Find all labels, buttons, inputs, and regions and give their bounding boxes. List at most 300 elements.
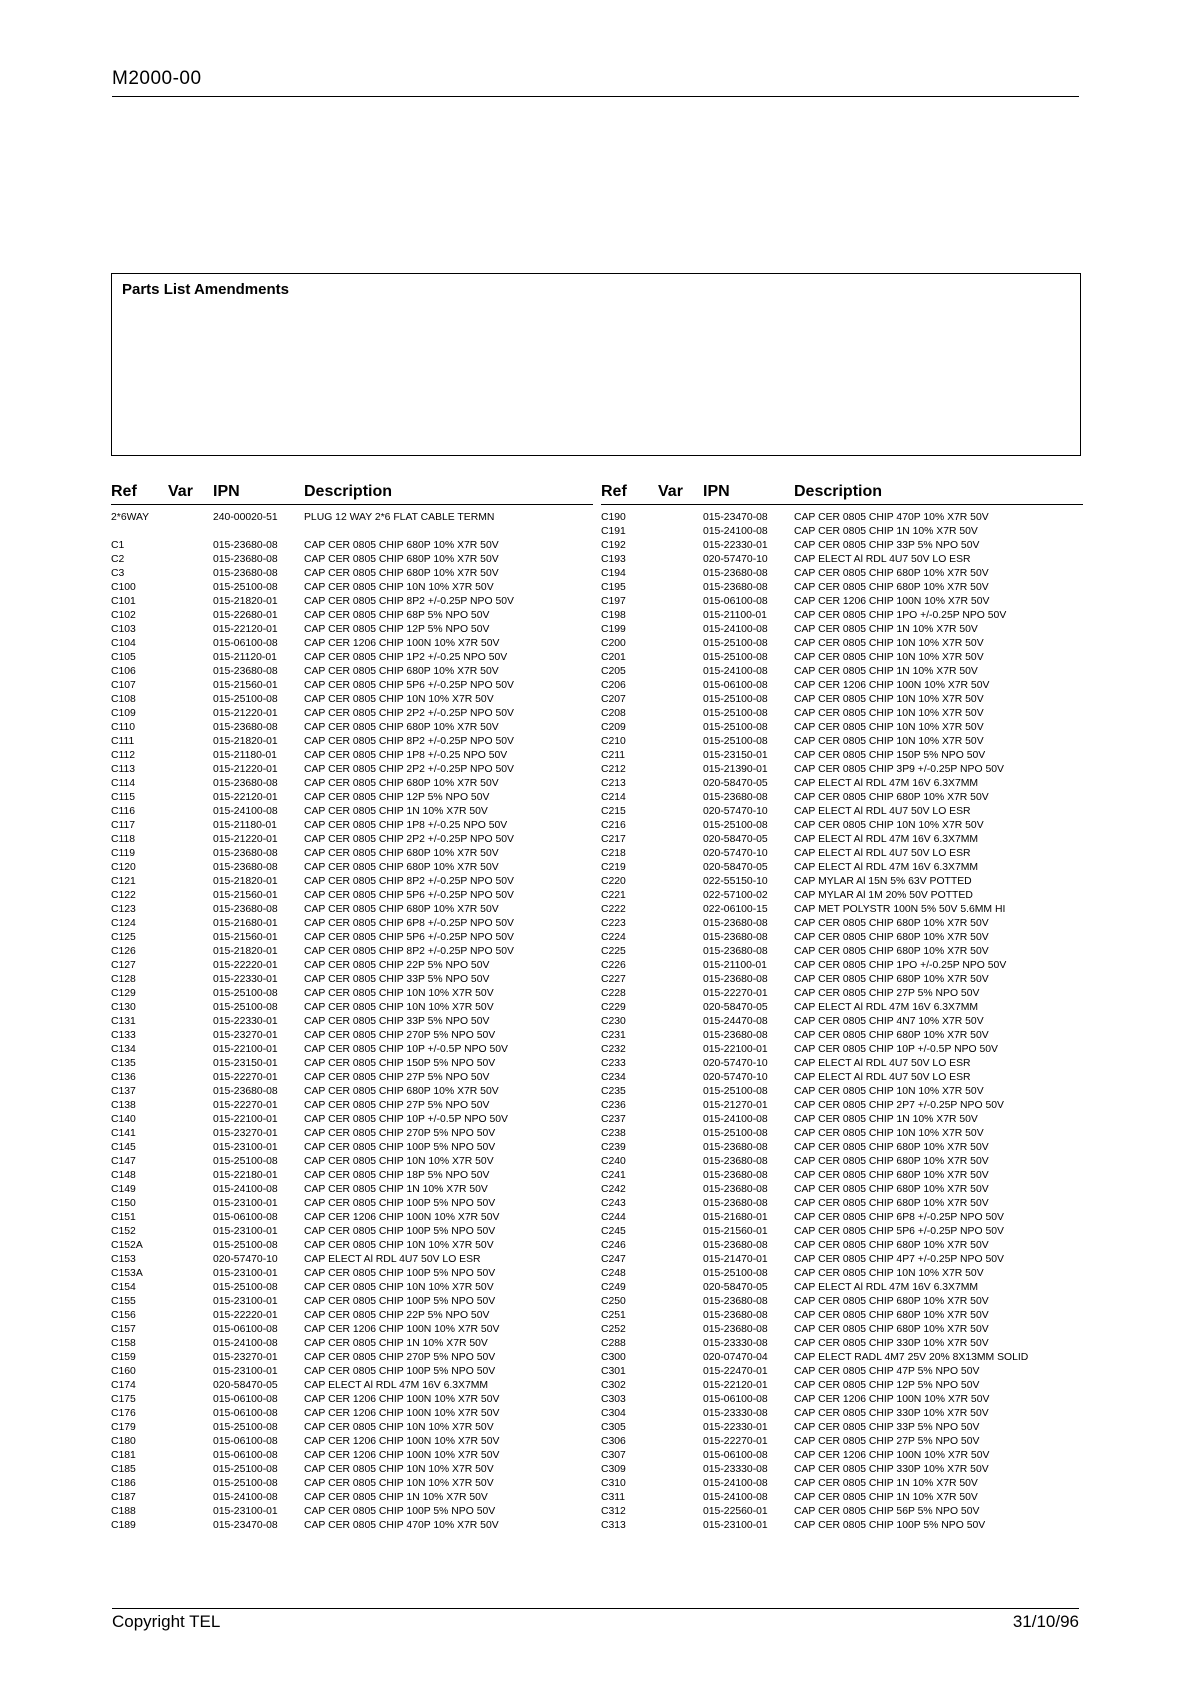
table-row [111, 511, 593, 525]
row-ipn: 020-58470-05 [213, 1380, 278, 1391]
row-ipn: 020-57470-10 [703, 1072, 768, 1083]
table-row [601, 1421, 1083, 1435]
row-ref: C121 [111, 876, 136, 887]
table-header [111, 480, 593, 505]
table-row [601, 1113, 1083, 1127]
table-row [601, 749, 1083, 763]
row-description: CAP CER 0805 CHIP 8P2 +/-0.25P NPO 50V [304, 736, 514, 747]
row-description: CAP CER 0805 CHIP 10N 10% X7R 50V [794, 1268, 984, 1279]
table-row [111, 623, 593, 637]
row-ipn: 015-25100-08 [213, 1422, 278, 1433]
row-description: CAP CER 0805 CHIP 100P 5% NPO 50V [304, 1366, 496, 1377]
row-ipn: 020-57470-10 [703, 806, 768, 817]
row-ipn: 015-23470-08 [703, 512, 768, 523]
row-ipn: 015-21120-01 [213, 652, 277, 663]
table-row [111, 539, 593, 553]
row-ref: C288 [601, 1338, 626, 1349]
row-description: CAP CER 0805 CHIP 1PO +/-0.25P NPO 50V [794, 960, 1007, 971]
row-description: CAP CER 1206 CHIP 100N 10% X7R 50V [304, 638, 500, 649]
row-ipn: 015-22100-01 [213, 1114, 278, 1125]
row-description: PLUG 12 WAY 2*6 FLAT CABLE TERMN [304, 512, 495, 523]
parts-table-left [111, 480, 593, 1533]
row-ref: C245 [601, 1226, 626, 1237]
row-description: CAP CER 0805 CHIP 10N 10% X7R 50V [794, 722, 984, 733]
table-row [601, 1337, 1083, 1351]
row-ref: C174 [111, 1380, 136, 1391]
row-ref: C232 [601, 1044, 626, 1055]
table-row [601, 875, 1083, 889]
row-ref: C107 [111, 680, 136, 691]
table-row [111, 945, 593, 959]
row-ref: C153A [111, 1268, 143, 1279]
table-row [111, 889, 593, 903]
row-description: CAP CER 0805 CHIP 680P 10% X7R 50V [794, 582, 989, 593]
table-row [111, 1043, 593, 1057]
row-description: CAP ELECT Al RDL 4U7 50V LO ESR [794, 806, 971, 817]
row-ipn: 015-21680-01 [703, 1212, 768, 1223]
table-row [601, 1407, 1083, 1421]
row-description: CAP CER 0805 CHIP 680P 10% X7R 50V [304, 666, 499, 677]
row-ref: C130 [111, 1002, 136, 1013]
table-row [601, 595, 1083, 609]
row-ref: C234 [601, 1072, 626, 1083]
row-ipn: 020-58470-05 [703, 778, 768, 789]
row-description: CAP CER 0805 CHIP 680P 10% X7R 50V [304, 568, 499, 579]
table-row [601, 1099, 1083, 1113]
row-ipn: 015-23330-08 [703, 1338, 768, 1349]
row-ref: C104 [111, 638, 136, 649]
row-description: CAP CER 0805 CHIP 330P 10% X7R 50V [794, 1338, 989, 1349]
row-ref: C127 [111, 960, 136, 971]
row-ipn: 015-23330-08 [703, 1408, 768, 1419]
table-row [111, 1309, 593, 1323]
row-ref: C243 [601, 1198, 626, 1209]
row-description: CAP CER 0805 CHIP 680P 10% X7R 50V [304, 848, 499, 859]
table-row [601, 637, 1083, 651]
table-row [111, 665, 593, 679]
row-description: CAP CER 1206 CHIP 100N 10% X7R 50V [794, 680, 990, 691]
parts-table-right [601, 480, 1083, 1533]
row-ipn: 015-24100-08 [703, 1478, 768, 1489]
row-ref: C126 [111, 946, 136, 957]
row-ipn: 015-23100-01 [213, 1296, 278, 1307]
row-ipn: 015-22270-01 [703, 1436, 768, 1447]
row-ipn: 015-21560-01 [213, 680, 278, 691]
row-ref: C309 [601, 1464, 626, 1475]
table-row [111, 1225, 593, 1239]
table-row [601, 1295, 1083, 1309]
row-description: CAP CER 0805 CHIP 5P6 +/-0.25P NPO 50V [304, 932, 514, 943]
table-row [111, 553, 593, 567]
table-row [601, 1001, 1083, 1015]
row-ref: C237 [601, 1114, 626, 1125]
row-ipn: 015-22330-01 [213, 974, 278, 985]
row-description: CAP CER 0805 CHIP 680P 10% X7R 50V [794, 1310, 989, 1321]
row-ipn: 015-22330-01 [703, 540, 768, 551]
table-row [601, 945, 1083, 959]
table-row [601, 791, 1083, 805]
row-ipn: 015-23100-01 [703, 1520, 768, 1531]
row-description: CAP CER 0805 CHIP 100P 5% NPO 50V [794, 1520, 986, 1531]
row-ref: C251 [601, 1310, 626, 1321]
row-ref: C231 [601, 1030, 626, 1041]
row-ref: C188 [111, 1506, 136, 1517]
row-ref: C226 [601, 960, 626, 971]
row-ref: C186 [111, 1478, 136, 1489]
row-description: CAP CER 0805 CHIP 33P 5% NPO 50V [794, 1422, 980, 1433]
table-row [601, 1169, 1083, 1183]
row-ref: 2*6WAY [111, 512, 150, 523]
row-ipn: 020-57470-10 [703, 554, 768, 565]
header-ref: Ref [111, 483, 137, 500]
row-ipn: 015-23680-08 [213, 722, 278, 733]
row-ref: C108 [111, 694, 136, 705]
row-ref: C148 [111, 1170, 136, 1181]
row-ipn: 015-25100-08 [213, 1240, 278, 1251]
row-ref: C305 [601, 1422, 626, 1433]
row-ipn: 015-22180-01 [213, 1170, 278, 1181]
row-ref: C239 [601, 1142, 626, 1153]
row-ipn: 015-22470-01 [703, 1366, 768, 1377]
table-row [601, 623, 1083, 637]
row-description: CAP CER 0805 CHIP 2P2 +/-0.25P NPO 50V [304, 708, 514, 719]
table-row [111, 581, 593, 595]
row-description: CAP CER 0805 CHIP 100P 5% NPO 50V [304, 1198, 496, 1209]
table-row [601, 539, 1083, 553]
table-row [601, 959, 1083, 973]
row-ipn: 015-23680-08 [213, 666, 278, 677]
row-ref: C136 [111, 1072, 136, 1083]
row-description: CAP CER 1206 CHIP 100N 10% X7R 50V [794, 1394, 990, 1405]
row-ipn: 015-23680-08 [703, 1030, 768, 1041]
row-ref: C140 [111, 1114, 136, 1125]
row-description: CAP CER 0805 CHIP 1N 10% X7R 50V [794, 526, 978, 537]
row-description: CAP CER 1206 CHIP 100N 10% X7R 50V [304, 1408, 500, 1419]
row-description: CAP CER 0805 CHIP 150P 5% NPO 50V [304, 1058, 496, 1069]
row-ipn: 015-23100-01 [213, 1226, 278, 1237]
row-ipn: 015-22100-01 [213, 1044, 278, 1055]
row-description: CAP CER 0805 CHIP 1PO +/-0.25P NPO 50V [794, 610, 1007, 621]
table-row [111, 875, 593, 889]
table-row [111, 1197, 593, 1211]
table-row [111, 791, 593, 805]
row-ref: C101 [111, 596, 136, 607]
table-row [111, 595, 593, 609]
row-ipn: 015-22220-01 [213, 960, 278, 971]
row-ipn: 015-06100-08 [703, 596, 768, 607]
row-description: CAP CER 0805 CHIP 100P 5% NPO 50V [304, 1226, 496, 1237]
header-var: Var [658, 483, 683, 500]
row-description: CAP CER 1206 CHIP 100N 10% X7R 50V [304, 1436, 500, 1447]
row-ipn: 020-07470-04 [703, 1352, 768, 1363]
row-description: CAP CER 0805 CHIP 8P2 +/-0.25P NPO 50V [304, 946, 514, 957]
row-ref: C229 [601, 1002, 626, 1013]
row-ref: C214 [601, 792, 626, 803]
row-ref: C230 [601, 1016, 626, 1027]
table-row [111, 1365, 593, 1379]
amendments-box [111, 273, 1081, 456]
row-ref: C301 [601, 1366, 626, 1377]
row-ipn: 015-21470-01 [703, 1254, 768, 1265]
row-ipn: 015-21560-01 [213, 932, 278, 943]
row-ipn: 015-23680-08 [213, 554, 278, 565]
row-ref: C153 [111, 1254, 136, 1265]
header-ref: Ref [601, 483, 627, 500]
row-ref: C157 [111, 1324, 136, 1335]
row-description: CAP CER 0805 CHIP 680P 10% X7R 50V [304, 540, 499, 551]
row-description: CAP CER 1206 CHIP 100N 10% X7R 50V [304, 1450, 500, 1461]
row-ref: C241 [601, 1170, 626, 1181]
table-row [111, 959, 593, 973]
row-description: CAP CER 0805 CHIP 2P7 +/-0.25P NPO 50V [794, 1100, 1004, 1111]
row-ipn: 015-22330-01 [213, 1016, 278, 1027]
row-ipn: 015-23680-08 [703, 1240, 768, 1251]
table-row [111, 525, 593, 539]
row-ref: C211 [601, 750, 626, 761]
row-ref: C208 [601, 708, 626, 719]
row-description: CAP CER 0805 CHIP 680P 10% X7R 50V [304, 904, 499, 915]
row-ref: C133 [111, 1030, 136, 1041]
row-description: CAP CER 0805 CHIP 10N 10% X7R 50V [304, 694, 494, 705]
row-ipn: 015-22270-01 [213, 1100, 278, 1111]
row-ref: C312 [601, 1506, 626, 1517]
row-ipn: 015-23100-01 [213, 1506, 278, 1517]
row-ref: C205 [601, 666, 626, 677]
row-description: CAP CER 0805 CHIP 100P 5% NPO 50V [304, 1268, 496, 1279]
row-description: CAP CER 0805 CHIP 1N 10% X7R 50V [304, 1338, 488, 1349]
row-ref: C238 [601, 1128, 626, 1139]
row-ipn: 015-21220-01 [213, 764, 278, 775]
row-ref: C118 [111, 834, 136, 845]
row-ref: C191 [601, 526, 626, 537]
table-row [601, 665, 1083, 679]
row-description: CAP CER 0805 CHIP 10N 10% X7R 50V [304, 1002, 494, 1013]
header-ipn: IPN [213, 483, 240, 500]
row-description: CAP CER 0805 CHIP 680P 10% X7R 50V [304, 554, 499, 565]
table-row [111, 1281, 593, 1295]
row-ipn: 015-23680-08 [703, 1156, 768, 1167]
row-description: CAP CER 0805 CHIP 680P 10% X7R 50V [794, 974, 989, 985]
row-ref: C179 [111, 1422, 136, 1433]
row-description: CAP CER 0805 CHIP 680P 10% X7R 50V [794, 918, 989, 929]
row-description: CAP CER 0805 CHIP 1N 10% X7R 50V [794, 1478, 978, 1489]
row-description: CAP CER 0805 CHIP 470P 10% X7R 50V [794, 512, 989, 523]
row-ipn: 015-22680-01 [213, 610, 278, 621]
row-ipn: 020-57470-10 [213, 1254, 278, 1265]
row-description: CAP CER 0805 CHIP 10N 10% X7R 50V [304, 1240, 494, 1251]
row-description: CAP CER 0805 CHIP 100P 5% NPO 50V [304, 1506, 496, 1517]
row-ref: C123 [111, 904, 136, 915]
table-row [601, 1267, 1083, 1281]
row-ref: C311 [601, 1492, 626, 1503]
table-row [111, 1463, 593, 1477]
row-ipn: 015-23680-08 [213, 568, 278, 579]
row-ipn: 015-06100-08 [213, 1450, 278, 1461]
row-description: CAP CER 0805 CHIP 10N 10% X7R 50V [304, 988, 494, 999]
row-ipn: 015-06100-08 [703, 1394, 768, 1405]
row-ref: C175 [111, 1394, 136, 1405]
row-description: CAP CER 0805 CHIP 1P8 +/-0.25 NPO 50V [304, 820, 508, 831]
table-row [111, 1127, 593, 1141]
row-description: CAP CER 0805 CHIP 1N 10% X7R 50V [794, 1492, 978, 1503]
row-ipn: 022-06100-15 [703, 904, 768, 915]
row-description: CAP CER 0805 CHIP 5P6 +/-0.25P NPO 50V [304, 890, 514, 901]
row-ref: C159 [111, 1352, 136, 1363]
table-row [111, 777, 593, 791]
row-ref: C112 [111, 750, 136, 761]
table-row [601, 1015, 1083, 1029]
row-description: CAP ELECT Al RDL 4U7 50V LO ESR [794, 848, 971, 859]
row-description: CAP CER 0805 CHIP 1N 10% X7R 50V [794, 666, 978, 677]
row-description: CAP CER 0805 CHIP 680P 10% X7R 50V [794, 1142, 989, 1153]
row-description: CAP CER 1206 CHIP 100N 10% X7R 50V [304, 1324, 500, 1335]
row-ref: C244 [601, 1212, 626, 1223]
table-row [111, 931, 593, 945]
table-row [601, 525, 1083, 539]
row-ref: C111 [111, 736, 135, 747]
table-row [111, 1295, 593, 1309]
table-row [111, 1169, 593, 1183]
table-row [111, 917, 593, 931]
row-ipn: 015-25100-08 [703, 1086, 768, 1097]
row-ipn: 015-25100-08 [213, 694, 278, 705]
table-row [601, 693, 1083, 707]
row-description: CAP CER 0805 CHIP 12P 5% NPO 50V [304, 792, 490, 803]
table-row [111, 1435, 593, 1449]
row-description: CAP CER 0805 CHIP 10P +/-0.5P NPO 50V [304, 1044, 508, 1055]
table-row [601, 903, 1083, 917]
row-ref: C135 [111, 1058, 136, 1069]
row-ipn: 015-21180-01 [213, 820, 277, 831]
row-ref: C2 [111, 554, 125, 565]
row-ipn: 015-23680-08 [703, 946, 768, 957]
row-ref: C199 [601, 624, 626, 635]
table-row [111, 1379, 593, 1393]
table-row [601, 1085, 1083, 1099]
row-ref: C152 [111, 1226, 136, 1237]
row-ipn: 020-57470-10 [703, 848, 768, 859]
table-row [601, 1141, 1083, 1155]
row-ref: C149 [111, 1184, 136, 1195]
row-ipn: 015-23150-01 [703, 750, 768, 761]
row-ipn: 015-25100-08 [213, 582, 278, 593]
row-description: CAP CER 0805 CHIP 4P7 +/-0.25P NPO 50V [794, 1254, 1004, 1265]
table-row [601, 1197, 1083, 1211]
row-description: CAP CER 0805 CHIP 10P +/-0.5P NPO 50V [794, 1044, 998, 1055]
table-row [111, 973, 593, 987]
table-row [601, 1239, 1083, 1253]
row-description: CAP CER 0805 CHIP 100P 5% NPO 50V [304, 1142, 496, 1153]
table-row [601, 833, 1083, 847]
row-description: CAP CER 1206 CHIP 100N 10% X7R 50V [794, 596, 990, 607]
row-ipn: 015-23270-01 [213, 1352, 278, 1363]
row-ipn: 015-23680-08 [213, 778, 278, 789]
row-ipn: 015-22560-01 [703, 1506, 768, 1517]
row-description: CAP CER 1206 CHIP 100N 10% X7R 50V [304, 1394, 500, 1405]
row-ipn: 015-23100-01 [213, 1198, 278, 1209]
row-ref: C137 [111, 1086, 136, 1097]
row-ref: C306 [601, 1436, 626, 1447]
row-description: CAP CER 0805 CHIP 270P 5% NPO 50V [304, 1128, 496, 1139]
row-ref: C303 [601, 1394, 626, 1405]
table-row [601, 735, 1083, 749]
row-ipn: 020-58470-05 [703, 834, 768, 845]
row-ref: C152A [111, 1240, 143, 1251]
footer-divider [112, 1608, 1079, 1609]
row-ipn: 015-23270-01 [213, 1030, 278, 1041]
table-row [111, 987, 593, 1001]
row-description: CAP CER 0805 CHIP 10N 10% X7R 50V [304, 1156, 494, 1167]
row-description: CAP CER 0805 CHIP 1N 10% X7R 50V [794, 624, 978, 635]
row-ref: C302 [601, 1380, 626, 1391]
table-row [111, 1519, 593, 1533]
copyright-text: Copyright TEL [112, 1612, 221, 1631]
table-row [601, 1043, 1083, 1057]
row-description: CAP CER 0805 CHIP 680P 10% X7R 50V [304, 1086, 499, 1097]
row-ipn: 015-24100-08 [703, 1492, 768, 1503]
row-ipn: 015-24470-08 [703, 1016, 768, 1027]
row-description: CAP CER 0805 CHIP 10N 10% X7R 50V [794, 736, 984, 747]
row-ref: C189 [111, 1520, 136, 1531]
table-row [601, 1379, 1083, 1393]
row-ref: C141 [111, 1128, 136, 1139]
row-ipn: 015-21220-01 [213, 708, 278, 719]
row-ipn: 015-22270-01 [703, 988, 768, 999]
row-ref: C193 [601, 554, 626, 565]
row-ref: C3 [111, 568, 125, 579]
row-ipn: 015-23680-08 [703, 582, 768, 593]
row-description: CAP MYLAR Al 15N 5% 63V POTTED [794, 876, 972, 887]
row-ref: C233 [601, 1058, 626, 1069]
row-ipn: 015-25100-08 [703, 708, 768, 719]
table-row [111, 861, 593, 875]
row-description: CAP CER 0805 CHIP 470P 10% X7R 50V [304, 1520, 499, 1531]
row-description: CAP CER 0805 CHIP 10N 10% X7R 50V [794, 708, 984, 719]
row-ipn: 015-24100-08 [213, 806, 278, 817]
table-row [601, 707, 1083, 721]
row-description: CAP CER 0805 CHIP 4N7 10% X7R 50V [794, 1016, 984, 1027]
table-row [601, 1183, 1083, 1197]
row-ipn: 015-21560-01 [213, 890, 278, 901]
table-row [111, 651, 593, 665]
row-description: CAP ELECT Al RDL 47M 16V 6.3X7MM [304, 1380, 489, 1391]
row-ref: C195 [601, 582, 626, 593]
row-ref: C102 [111, 610, 136, 621]
table-row [111, 1085, 593, 1099]
row-ipn: 015-23680-08 [213, 540, 278, 551]
row-ipn: 015-25100-08 [703, 652, 768, 663]
row-description: CAP ELECT Al RDL 4U7 50V LO ESR [794, 554, 971, 565]
row-description: CAP CER 0805 CHIP 330P 10% X7R 50V [794, 1464, 989, 1475]
table-row [111, 805, 593, 819]
row-description: CAP ELECT Al RDL 4U7 50V LO ESR [794, 1058, 971, 1069]
table-row [601, 1505, 1083, 1519]
row-ipn: 240-00020-51 [213, 512, 278, 523]
row-ipn: 015-06100-08 [703, 680, 768, 691]
document-date: 31/10/96 [1012, 1612, 1079, 1631]
row-ref: C207 [601, 694, 626, 705]
table-row [111, 609, 593, 623]
row-ipn: 015-23680-08 [703, 1184, 768, 1195]
table-row [601, 567, 1083, 581]
row-ref: C240 [601, 1156, 626, 1167]
table-row [111, 707, 593, 721]
table-row [601, 1309, 1083, 1323]
row-description: CAP CER 0805 CHIP 680P 10% X7R 50V [304, 862, 499, 873]
amendments-title: Parts List Amendments [122, 281, 289, 298]
table-row [111, 1337, 593, 1351]
table-row [111, 1267, 593, 1281]
